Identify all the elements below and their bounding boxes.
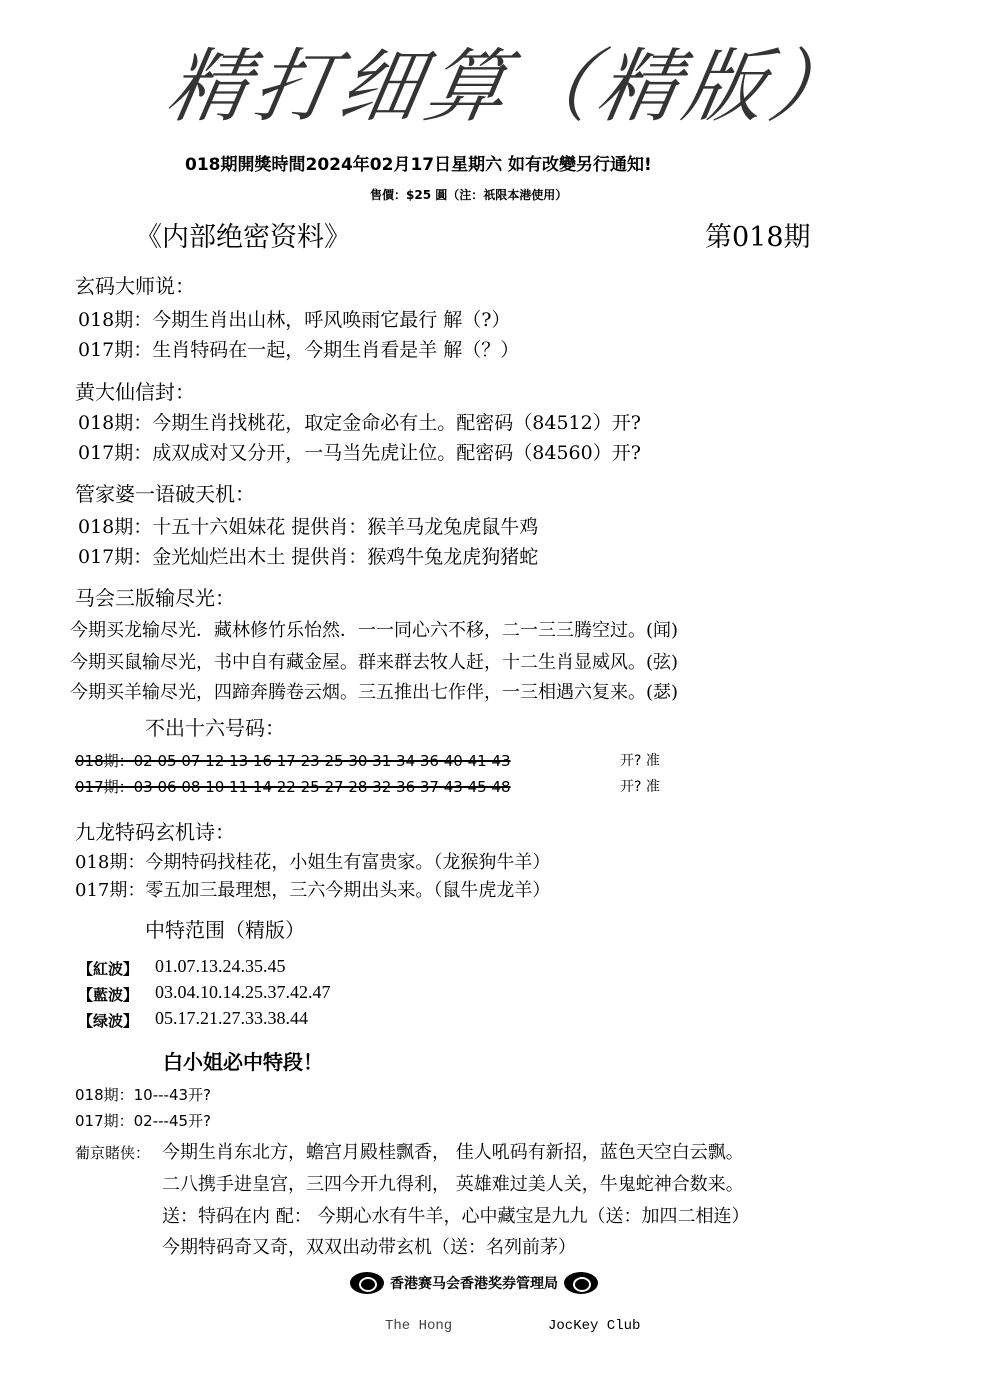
section-title-xuanma: 玄码大师说： xyxy=(75,274,195,298)
blue-wave-tag: 【藍波】 xyxy=(78,986,139,1004)
jockey-club-logo-icon-right xyxy=(564,1272,598,1294)
xuanma-line-017: 017期：生肖特码在一起，今期生肖看是羊 解（？） xyxy=(78,339,520,361)
pujing-line-1: 今期生肖东北方，蟾宫月殿桂飘香， 佳人吼码有新招，蓝色天空白云飘。 xyxy=(162,1142,744,1163)
mahui-line-1: 今期买龙输尽光．藏林修竹乐怡然．一一同心六不移，二一三三腾空过。(闻) xyxy=(70,620,679,641)
price-notice: 售價：$25 圓（注：祇限本港使用） xyxy=(370,188,568,202)
huangdaxian-line-017: 017期：成双成对又分开，一马当先虎让位。配密码（84560）开? xyxy=(78,442,641,464)
buchu-line-018: 018期：02 05 07 12 13 16 17 23 25 30 31 34 36 40 41 43 xyxy=(75,752,511,770)
red-wave-numbers: 01.07.13.24.35.45 xyxy=(155,956,286,976)
mahui-line-2: 今期买鼠输尽光，书中自有藏金屋。群来群去牧人赶，十二生肖显威风。(弦) xyxy=(70,652,679,673)
section-title-zhongte: 中特范围（精版） xyxy=(145,918,305,942)
footer-text-right: JocKey Club xyxy=(548,1318,641,1334)
pujing-line-3: 送：特码在内 配： 今期心水有牛羊，心中藏宝是九九（送：加四二相连） xyxy=(162,1206,750,1227)
mahui-line-3: 今期买羊输尽光，四蹄奔腾卷云烟。三五推出七作伴，一三相遇六复来。(瑟) xyxy=(70,682,679,703)
xuanma-line-018: 018期：今期生肖出山林，呼风唤雨它最行 解（?） xyxy=(78,309,511,331)
pujing-line-4: 今期特码奇又奇，双双出动带玄机（送：名列前茅） xyxy=(162,1237,576,1258)
section-title-guanjiapo: 管家婆一语破天机： xyxy=(75,482,255,506)
blue-wave-numbers: 03.04.10.14.25.37.42.47 xyxy=(155,982,331,1002)
jiulong-line-017: 017期：零五加三最理想，三六今期出头来。（鼠牛虎龙羊） xyxy=(75,880,551,901)
huangdaxian-line-018: 018期：今期生肖找桃花，取定金命必有土。配密码（84512）开? xyxy=(78,412,641,434)
buchu-line-017: 017期：03 06 08 10 11 14 22 25 27 28 32 36 37 43 45 48 xyxy=(75,778,511,796)
pujing-line-2: 二八携手进皇宫，三四今开九得利， 英雄难过美人关，牛鬼蛇神合数来。 xyxy=(162,1174,744,1195)
buchu-tail-018: 开? 准 xyxy=(620,753,660,769)
footer-org-name: 香港赛马会香港奖券管理局 xyxy=(390,1276,558,1292)
jiulong-line-018: 018期：今期特码找桂花，小姐生有富贵家。（龙猴狗牛羊） xyxy=(75,852,551,873)
green-wave-numbers: 05.17.21.27.33.38.44 xyxy=(155,1008,308,1028)
document-heading: 《内部绝密资料》 xyxy=(135,222,351,253)
bai-line-017: 017期：02---45开? xyxy=(75,1112,212,1130)
footer-text-left: The Hong xyxy=(385,1318,453,1334)
red-wave-tag: 【紅波】 xyxy=(78,960,139,978)
draw-date-notice: 018期開獎時間2024年02月17日星期六 如有改變另行通知! xyxy=(185,155,652,175)
section-title-jiulong: 九龙特码玄机诗： xyxy=(75,820,235,844)
footer-logo-row xyxy=(350,1272,598,1294)
section-title-bai: 白小姐必中特段！ xyxy=(163,1050,323,1074)
section-title-huangdaxian: 黄大仙信封： xyxy=(75,380,195,404)
green-wave-tag: 【绿波】 xyxy=(78,1012,139,1030)
page-title: 精打细算（精版） xyxy=(160,40,865,133)
guanjiapo-line-017: 017期：金光灿烂出木土 提供肖：猴鸡牛兔龙虎狗猪蛇 xyxy=(78,546,539,568)
issue-number: 第018期 xyxy=(705,222,811,253)
buchu-tail-017: 开? 准 xyxy=(620,779,660,795)
section-title-mahui: 马会三版输尽光： xyxy=(75,586,235,610)
section-title-buchu: 不出十六号码： xyxy=(145,716,285,740)
guanjiapo-line-018: 018期：十五十六姐妹花 提供肖：猴羊马龙兔虎鼠牛鸡 xyxy=(78,516,539,538)
jockey-club-logo-icon xyxy=(350,1272,384,1294)
pujing-label: 葡京賭侠： xyxy=(75,1144,151,1162)
bai-line-018: 018期：10---43开? xyxy=(75,1086,212,1104)
